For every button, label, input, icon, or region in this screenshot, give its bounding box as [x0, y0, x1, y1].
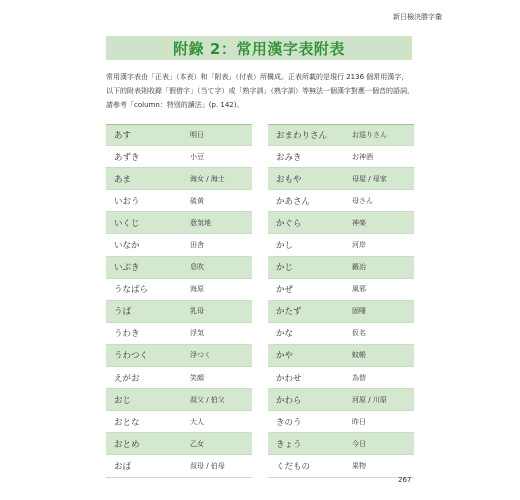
reading-cell: えがお — [114, 373, 140, 384]
reading-cell: うわき — [114, 329, 140, 340]
word-cell: 浮つく — [190, 351, 211, 360]
reading-cell: おとな — [114, 417, 140, 428]
table-row — [268, 433, 414, 455]
reading-cell: おば — [114, 461, 132, 472]
reading-cell: おまわりさん — [276, 131, 328, 142]
table-row — [106, 146, 252, 168]
table-row — [106, 190, 252, 212]
reading-cell: おじ — [114, 395, 132, 406]
table-row — [268, 455, 414, 477]
reading-cell: いなか — [114, 241, 140, 252]
table-row — [106, 389, 252, 411]
reading-cell: あずき — [114, 152, 140, 163]
reading-cell: うなばら — [114, 285, 149, 296]
table-row — [106, 257, 252, 279]
table-row — [106, 411, 252, 433]
word-cell: 意気地 — [190, 218, 211, 227]
word-cell: 明日 — [190, 131, 204, 140]
table-row — [106, 367, 252, 389]
word-cell: お巡りさん — [352, 131, 387, 140]
word-cell: 風邪 — [352, 285, 366, 294]
word-cell: 母屋 / 母家 — [352, 174, 387, 183]
table-row — [106, 168, 252, 190]
reading-cell: うわつく — [114, 351, 149, 362]
table-row — [106, 433, 252, 455]
reading-cell: いくじ — [114, 218, 140, 229]
reading-cell: おとめ — [114, 439, 140, 450]
word-cell: 叔母 / 伯母 — [190, 461, 225, 470]
word-cell: 海原 — [190, 285, 204, 294]
word-cell: 神楽 — [352, 218, 366, 227]
word-cell: 小豆 — [190, 152, 204, 161]
section-title-bar — [106, 36, 412, 60]
word-cell: 鍛冶 — [352, 263, 366, 272]
table-row — [106, 212, 252, 234]
reading-cell: うば — [114, 307, 132, 318]
table-row — [268, 168, 414, 190]
reading-cell: かあさん — [276, 196, 311, 207]
table-column-left — [106, 124, 252, 478]
appendix-table — [106, 124, 414, 478]
word-cell: 為替 — [352, 373, 366, 382]
table-row — [268, 257, 414, 279]
table-row — [106, 323, 252, 345]
reading-cell: かわら — [276, 395, 302, 406]
table-row — [268, 411, 414, 433]
table-row — [106, 234, 252, 256]
table-row — [268, 301, 414, 323]
word-cell: 昨日 — [352, 417, 366, 426]
reading-cell: かじ — [276, 263, 294, 274]
word-cell: 乳母 — [190, 307, 204, 316]
reading-cell: かわせ — [276, 373, 302, 384]
word-cell: 蚊帳 — [352, 351, 366, 360]
table-row — [106, 455, 252, 477]
word-cell: 叔父 / 伯父 — [190, 395, 225, 404]
table-row — [268, 389, 414, 411]
word-cell: 仮名 — [352, 329, 366, 338]
reading-cell: かな — [276, 329, 294, 340]
reading-cell: おもや — [276, 174, 302, 185]
reading-cell: おみき — [276, 152, 302, 163]
intro-paragraph: 常用漢字表由「正表」（本表）和「附表」（付表）所構成。正表所載的是現行 2136 個常用漢字，以下的附表則收錄「假借字」（当て字）或「熟字訓」（熟字訓）等無法一個漢字對應一個音的語詞，請參考「column：特別的讀法」(p. 142)。 — [106, 73, 414, 109]
reading-cell: きのう — [276, 417, 302, 428]
reading-cell: きょう — [276, 439, 302, 450]
table-row — [268, 367, 414, 389]
table-row — [268, 146, 414, 168]
reading-cell: あす — [114, 131, 132, 142]
reading-cell: かぜ — [276, 285, 294, 296]
table-row — [268, 124, 414, 146]
table-row — [268, 212, 414, 234]
word-cell: お神酒 — [352, 152, 373, 161]
word-cell: 母さん — [352, 196, 373, 205]
table-row — [268, 190, 414, 212]
table-row — [268, 345, 414, 367]
word-cell: 河原 / 川原 — [352, 395, 387, 404]
table-row — [106, 301, 252, 323]
word-cell: 今日 — [352, 439, 366, 448]
reading-cell: かたず — [276, 307, 302, 318]
reading-cell: いぶき — [114, 263, 140, 274]
page-number: 267 — [398, 476, 412, 484]
word-cell: 河岸 — [352, 241, 366, 250]
word-cell: 乙女 — [190, 439, 204, 448]
table-row — [106, 279, 252, 301]
word-cell: 笑顔 — [190, 373, 204, 382]
table-row — [268, 279, 414, 301]
word-cell: 田舎 — [190, 241, 204, 250]
table-column-right — [268, 124, 414, 478]
table-row — [268, 323, 414, 345]
word-cell: 果物 — [352, 461, 366, 470]
running-header: 新日檢決勝字彙 — [393, 13, 442, 21]
word-cell: 息吹 — [190, 263, 204, 272]
reading-cell: いおう — [114, 196, 140, 207]
word-cell: 海女 / 海士 — [190, 174, 225, 183]
table-row — [106, 124, 252, 146]
reading-cell: かや — [276, 351, 294, 362]
reading-cell: あま — [114, 174, 132, 185]
word-cell: 大人 — [190, 417, 204, 426]
word-cell: 固唾 — [352, 307, 366, 316]
reading-cell: かし — [276, 241, 294, 252]
table-row — [268, 234, 414, 256]
table-row — [106, 345, 252, 367]
reading-cell: くだもの — [276, 461, 311, 472]
word-cell: 浮気 — [190, 329, 204, 338]
word-cell: 硫黄 — [190, 196, 204, 205]
section-title: 附錄 2：常用漢字表附表 — [173, 39, 345, 58]
reading-cell: かぐら — [276, 218, 302, 229]
